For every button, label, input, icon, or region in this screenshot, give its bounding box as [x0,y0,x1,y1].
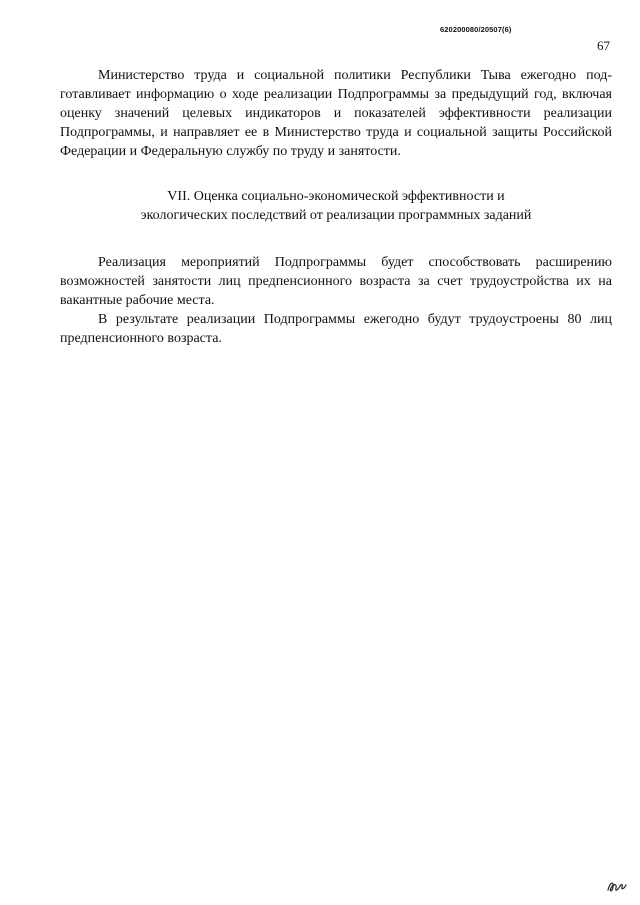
section-heading-line-1: VII. Оценка социально-экономической эффективности и [167,189,505,204]
paragraph-reporting: Министерство труда и социальной политики Республики Тыва ежегодно подготавливает информацию о ходе реализации Подпрограммы за предыдущий год, включая оценку значений целевых индикаторов и показателей эффективности реализации Подпрограммы, и направляет ее в Министерство труда и социальной защиты Российской Федерации и Федеральную службу по труду и занятости. [60,68,612,159]
handwritten-signature [606,878,628,894]
paragraph-employment-opportunities: Реализация мероприятий Подпрограммы будет способствовать расширению возможностей занятости лиц предпенсионного возраста за счет трудоустройства их на вакантные рабочие места. [60,255,612,308]
document-body [60,66,612,348]
page-number: 67 [597,38,610,53]
document-code: 620200080/20507(6) [440,25,512,34]
section-heading-line-2: экологических последствий от реализации программных заданий [140,208,532,223]
paragraph-annual-result: В результате реализации Подпрограммы ежегодно будут трудоустроены 80 лиц предпенсионного возраста. [60,312,612,346]
section-heading [60,187,612,225]
